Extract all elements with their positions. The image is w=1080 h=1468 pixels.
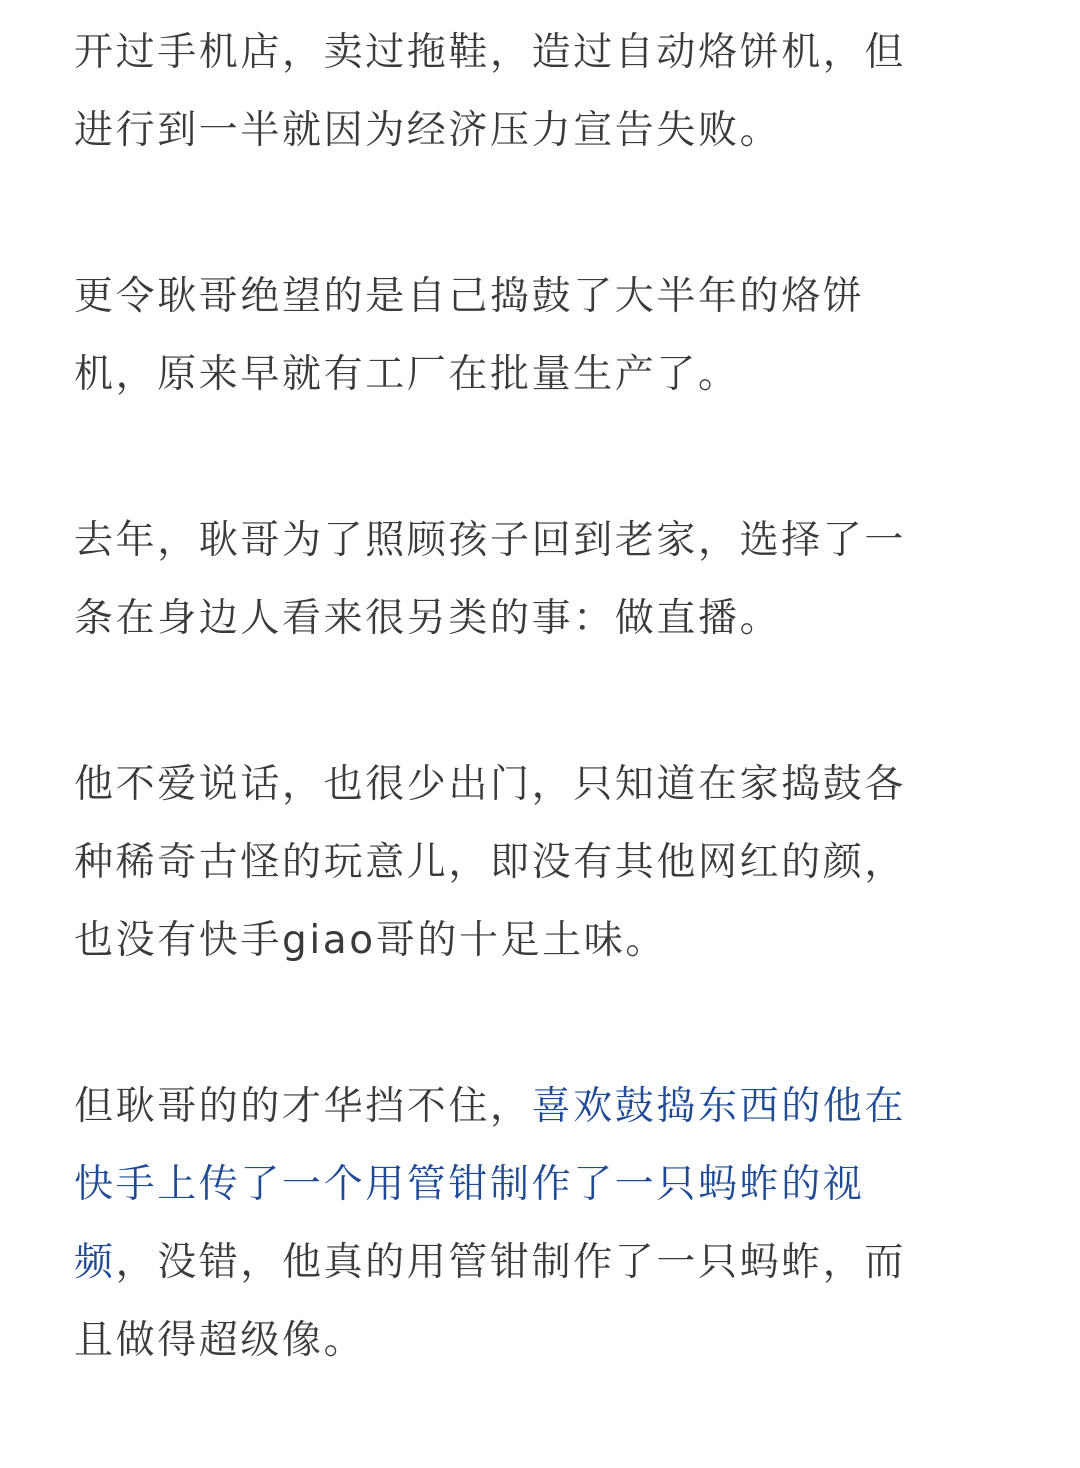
paragraph-line: 进行到一半就因为经济压力宣告失败。 [74, 108, 782, 153]
paragraph-line: 也没有快手giao哥的十足土味。 [74, 918, 667, 963]
paragraph-line: 更令耿哥绝望的是自己捣鼓了大半年的烙饼 [74, 274, 865, 319]
highlighted-text: 频 [74, 1240, 116, 1285]
plain-text: 但耿哥的的才华挡不住， [74, 1084, 532, 1129]
paragraph-1 [74, 14, 1014, 170]
paragraph-4 [74, 746, 1014, 980]
paragraph-line: 机，原来早就有工厂在批量生产了。 [74, 352, 740, 397]
plain-text: ，没错，他真的用管钳制作了一只蚂蚱，而 [115, 1240, 907, 1285]
highlighted-text: 喜欢鼓捣东西的他在 [531, 1084, 907, 1129]
paragraph-line: 条在身边人看来很另类的事：做直播。 [74, 596, 782, 641]
paragraph-3 [74, 502, 1014, 658]
paragraph-line: 且做得超级像。 [74, 1318, 366, 1363]
paragraph-line [74, 1224, 1014, 1302]
paragraph-line: 开过手机店，卖过拖鞋，造过自动烙饼机，但 [74, 30, 907, 75]
highlighted-text: 快手上传了一个用管钳制作了一只蚂蚱的视 [74, 1162, 865, 1207]
paragraph-line [74, 1146, 1014, 1224]
paragraph-5 [74, 1068, 1014, 1380]
paragraph-line: 去年，耿哥为了照顾孩子回到老家，选择了一 [74, 518, 907, 563]
paragraph-line: 他不爱说话，也很少出门，只知道在家捣鼓各 [74, 762, 907, 807]
paragraph-line [74, 1068, 1014, 1146]
article-body [74, 14, 1014, 1468]
paragraph-line: 种稀奇古怪的玩意儿，即没有其他网红的颜， [74, 840, 907, 885]
paragraph-2 [74, 258, 1014, 414]
